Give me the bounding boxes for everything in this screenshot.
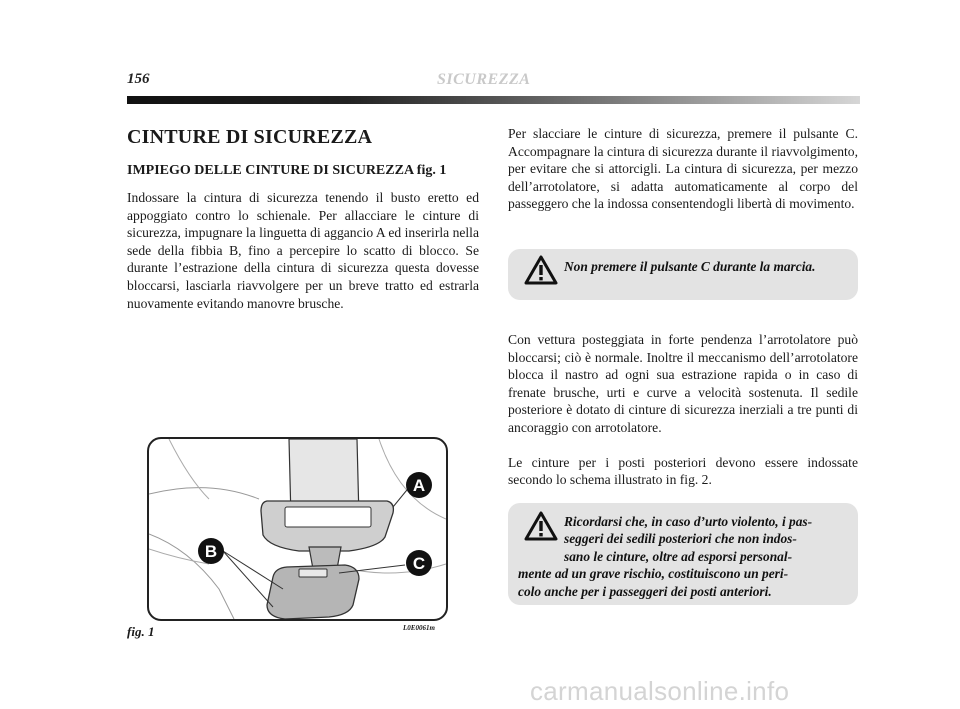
figure-caption: fig. 1	[127, 624, 155, 639]
warning-box	[508, 249, 858, 300]
page-number: 156	[127, 71, 150, 87]
warning-line: sano le cinture, oltre ad esporsi personal-	[564, 548, 793, 564]
figure-code: L0E0061m	[403, 624, 435, 632]
left-column	[127, 120, 479, 312]
chapter-title: CINTURE DI SICUREZZA	[127, 126, 373, 148]
warning-line: mente ad un grave rischio, costituiscono un peri-	[518, 566, 789, 582]
warning-box	[508, 503, 858, 605]
warning-line: colo anche per i passeggeri dei posti anteriori.	[518, 583, 772, 599]
header-rule	[127, 96, 860, 104]
watermark: carmanualsonline.info	[530, 676, 790, 706]
warning-line: Ricordarsi che, in caso d’urto violento, i pas-	[564, 514, 813, 529]
callout-b: B	[204, 542, 218, 561]
body-paragraph: Per slacciare le cinture di sicurezza, premere il pulsante C. Accompagnare la cintura di sicurezza durante il riavvolgimento, per evitare che si attorcigli. La cintura di sicurezza, per mezzo dell’arrotolatore, si adatta automaticamente al corpo del passeggero che la indossa consentendogli libertà di movimento.	[508, 126, 858, 212]
warning-triangle-icon	[524, 255, 558, 285]
warning-text	[508, 513, 860, 600]
body-paragraph: Le cinture per i posti posteriori devono essere indossate secondo lo schema illustrato in fig. 2.	[508, 454, 858, 488]
warning-text: Non premere il pulsante C durante la marcia.	[564, 259, 816, 274]
callout-a: A	[412, 476, 426, 495]
right-column-lower	[508, 331, 858, 489]
body-paragraph: Indossare la cintura di sicurezza tenendo il busto eretto ed appoggiato contro lo schienale. Per allacciare le cinture di sicurezza, impugnare la linguetta di aggancio A ed inserirla nella sede della fibbia B, fino a percepire lo scatto di blocco. Se durante l’estrazione della cintura di sicurezza questa dovesse bloccarsi, lasciarla riavvolgere per un breve tratto ed estrarla nuovamente evitando manovre brusche.	[127, 190, 479, 311]
seatbelt-illustration	[147, 437, 448, 621]
subsection-title: IMPIEGO DELLE CINTURE DI SICUREZZA fig. 1	[127, 163, 447, 178]
warning-line: seggeri dei sedili posteriori che non indos-	[564, 531, 797, 547]
section-title: SICUREZZA	[437, 71, 531, 88]
body-paragraph: Con vettura posteggiata in forte pendenza l’arrotolatore può bloccarsi; ciò è normale. Inoltre il meccanismo dell’arrotolatore blocca il nastro ad ogni sua estrazione rapida o in caso di frenate brusche, urti e curve a velocità sostenuta. Il sedile posteriore è dotato di cinture di sicurezza inerziali a tre punti di ancoraggio con arrotolatore.	[508, 332, 858, 435]
right-column	[508, 125, 858, 213]
seatbelt-drawing	[149, 439, 446, 619]
callout-c: C	[412, 554, 426, 573]
